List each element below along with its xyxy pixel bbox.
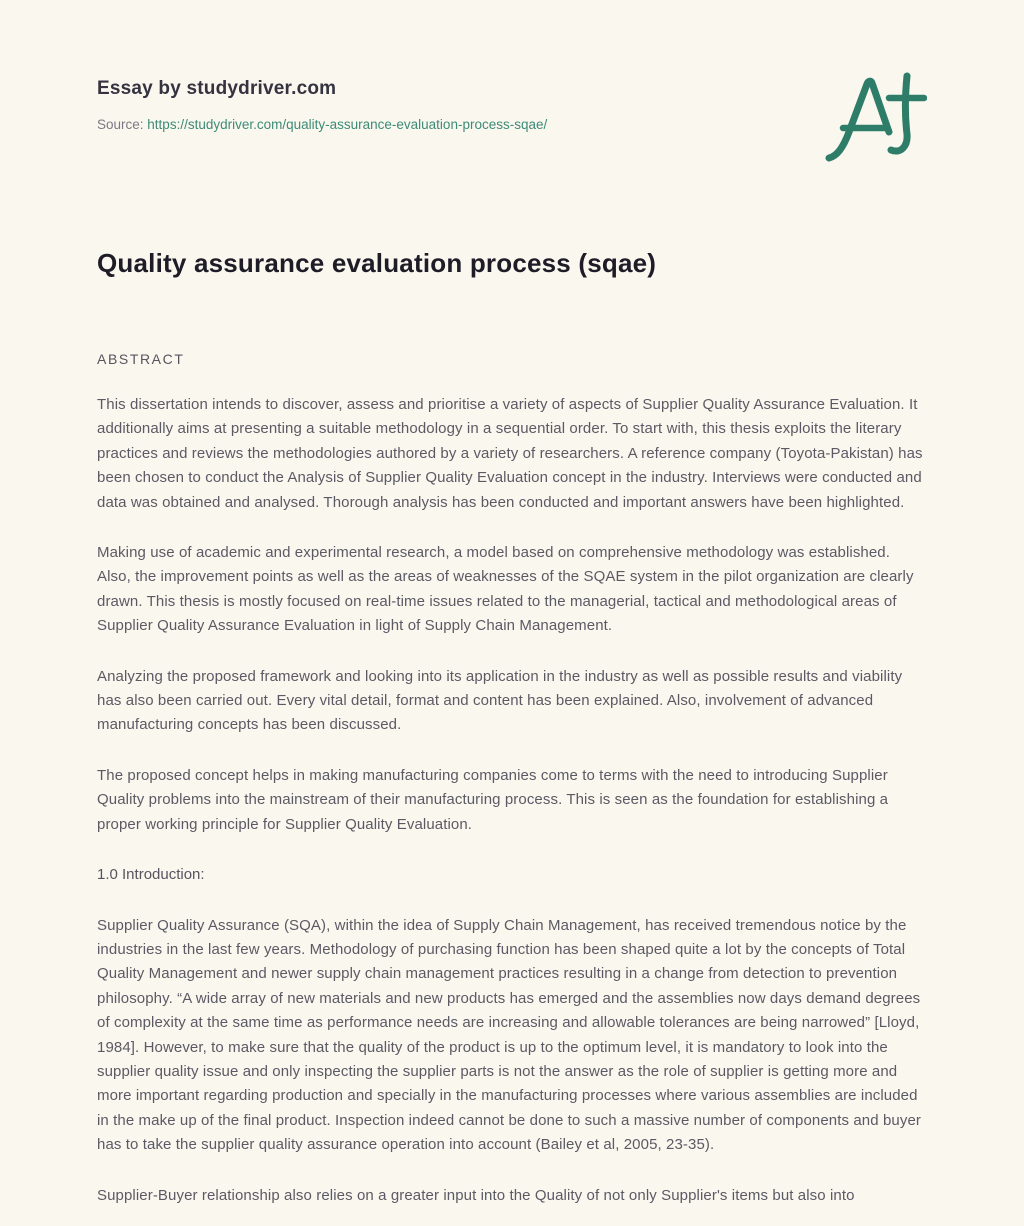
abstract-paragraph-4: The proposed concept helps in making manufacturing companies come to terms with the need to introducing Supplier Quality problems into the mainstream of their manufacturing process. This is seen as the foundation for establishing a proper working principle for Supplier Quality Evaluation. (97, 766, 889, 833)
abstract-heading: ABSTRACT (97, 351, 185, 367)
abstract-paragraph-1: This dissertation intends to discover, assess and prioritise a variety of aspects of Supplier Quality Assurance Evaluation. It additionally aims at presenting a suitable methodology in a sequential order. To start with, this thesis exploits the literary practices and reviews the methodologies authored by a variety of researchers. A reference company (Toyota-Pakistan) has been chosen to conduct the Analysis of Supplier Quality Evaluation concept in the industry. Interviews were conducted and data was obtained and analysed. Thorough analysis has been conducted and important answers have been highlighted. (97, 396, 923, 511)
a-plus-logo-icon (823, 70, 927, 166)
page-header (97, 78, 927, 132)
essay-byline: Essay by studydriver.com (97, 78, 337, 99)
source-url-link[interactable]: https://studydriver.com/quality-assurance-evaluation-process-sqae/ (147, 117, 548, 132)
article-body (97, 393, 927, 1208)
abstract-paragraph-3: Analyzing the proposed framework and looking into its application in the industry as well as possible results and viability has also been carried out. Every vital detail, format and content has been explained. Also, involvement of advanced manufacturing concepts has been discussed. (97, 667, 903, 734)
introduction-paragraph-2: Supplier-Buyer relationship also relies on a greater input into the Quality of not only Supplier's items but also into (97, 1186, 855, 1204)
source-line (97, 117, 927, 132)
abstract-paragraph-2: Making use of academic and experimental research, a model based on comprehensive methodology was established. Also, the improvement points as well as the areas of weaknesses of the SQAE system in the pilot organization are clearly drawn. This thesis is mostly focused on real-time issues related to the managerial, tactical and methodological areas of Supplier Quality Assurance Evaluation in light of Supply Chain Management. (97, 544, 914, 635)
introduction-paragraph-1: Supplier Quality Assurance (SQA), within the idea of Supply Chain Management, has received tremendous notice by the industries in the last few years. Methodology of purchasing function has been shaped quite a lot by the concepts of Total Quality Management and newer supply chain management practices resulting in a change from detection to prevention philosophy. “A wide array of new materials and new products has emerged and the assemblies now days demand degrees of complexity at the same time as performance needs are increasing and allowable tolerances are being narrowed” [Lloyd, 1984]. However, to make sure that the quality of the product is up to the optimum level, it is mandatory to look into the supplier quality issue and only inspecting the supplier parts is not the answer as the role of supplier is getting more and more important regarding production and specially in the manufacturing processes where various assemblies are included in the make up of the final product. Inspection indeed cannot be done to such a massive number of components and buyer has to take the supplier quality assurance operation into account (Bailey et al, 2005, 23-35). (97, 916, 921, 1154)
source-label: Source: (97, 117, 144, 132)
studydriver-logo (823, 70, 927, 166)
introduction-heading: 1.0 Introduction: (97, 866, 205, 884)
page-title: Quality assurance evaluation process (sqae) (97, 248, 657, 278)
